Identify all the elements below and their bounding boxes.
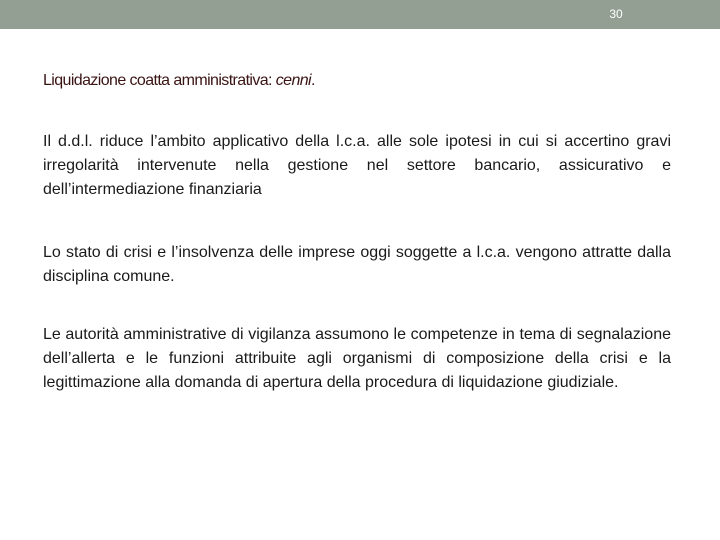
- paragraph-scope: Il d.d.l. riduce l’ambito applicativo della l.c.a. alle sole ipotesi in cui si accertino gravi irregolarità intervenute nella gestione nel settore bancario, assicurativo e dell’intermediazione finanziaria: [43, 133, 671, 198]
- paragraph-authorities: Le autorità amministrative di vigilanza assumono le competenze in tema di segnalazione dell’allerta e le funzioni attribuite agli organismi di composizione della crisi e la legittimazione alla domanda di apertura della procedura di liquidazione giudiziale.: [43, 326, 671, 391]
- slide-title-end: .: [311, 72, 315, 89]
- slide-header-bar: [0, 0, 720, 29]
- slide-title-main: Liquidazione coatta amministrativa:: [43, 72, 276, 89]
- slide-title-emphasis: cenni: [275, 72, 312, 89]
- paragraph-insolvency: Lo stato di crisi e l’insolvenza delle imprese oggi soggette a l.c.a. vengono attratte dalla disciplina comune.: [43, 244, 671, 285]
- page-number: 30: [609, 7, 623, 21]
- slide-title: [43, 71, 683, 91]
